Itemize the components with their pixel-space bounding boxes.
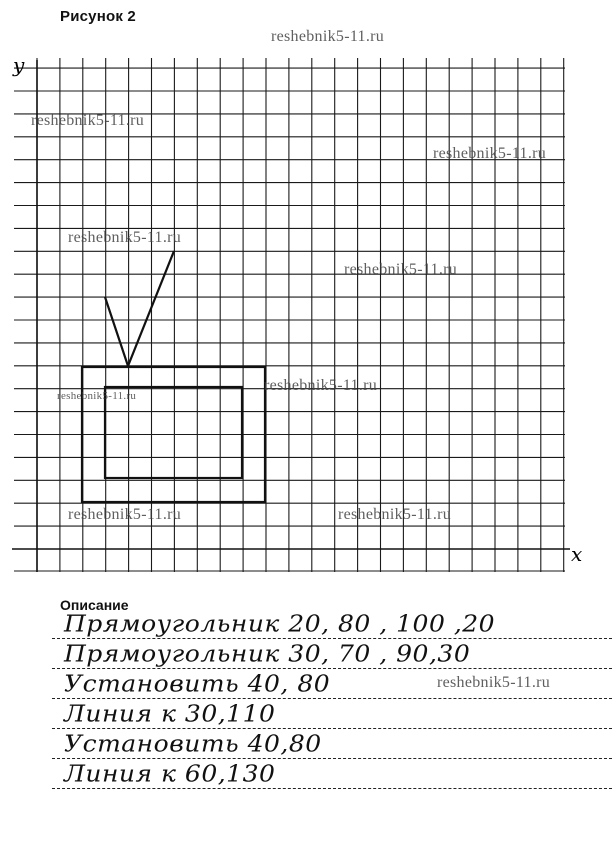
description-heading: Описание (60, 597, 129, 613)
y-axis-label: y (13, 53, 25, 77)
watermark-text: reshebnik5-11.ru (433, 145, 547, 162)
description-line (52, 608, 612, 639)
watermark-text: reshebnik5-11.ru (57, 390, 137, 402)
description-line (52, 638, 612, 669)
watermark-text: reshebnik5-11.ru (264, 377, 378, 394)
handwritten-text: Прямоугольник 20, 80 , 100 ,20 (64, 610, 496, 637)
description-line (52, 758, 612, 789)
tv-drawing (82, 251, 265, 502)
handwritten-text: Установить 40,80 (64, 730, 322, 757)
watermark-text: reshebnik5-11.ru (338, 506, 452, 523)
description-line (52, 728, 612, 759)
handwritten-text: Линия к 30,110 (64, 700, 276, 727)
watermark-text: reshebnik5-11.ru (68, 506, 182, 523)
watermark-text: reshebnik5-11.ru (437, 674, 551, 691)
handwritten-text: Прямоугольник 30, 70 , 90,30 (64, 640, 471, 667)
antenna-left (105, 297, 128, 366)
description-line (52, 668, 612, 699)
watermark-text: reshebnik5-11.ru (271, 28, 385, 45)
x-axis-label: x (571, 542, 583, 566)
watermark-text: reshebnik5-11.ru (31, 112, 145, 129)
watermark-text: reshebnik5-11.ru (68, 229, 182, 246)
handwritten-text: Линия к 60,130 (64, 760, 276, 787)
description-line (52, 698, 612, 729)
figure-title: Рисунок 2 (60, 8, 136, 25)
watermark-text: reshebnik5-11.ru (344, 261, 458, 278)
grid-lines (14, 58, 565, 572)
handwritten-text: Установить 40, 80 (64, 670, 331, 697)
